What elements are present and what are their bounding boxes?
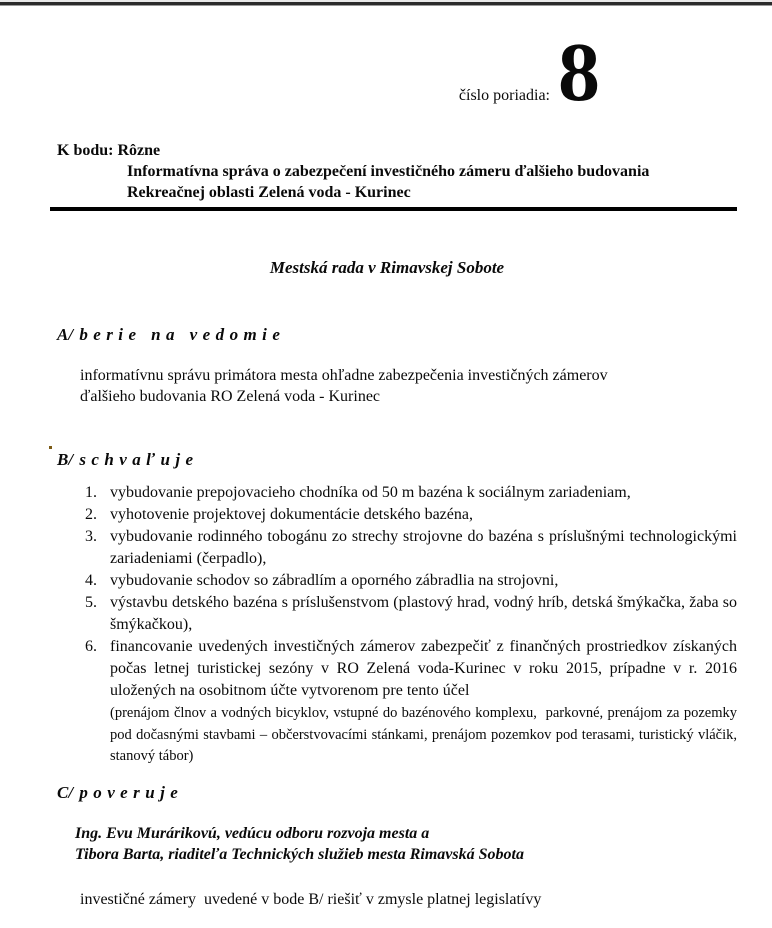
- subject-label: K bodu: Rôzne: [57, 142, 161, 159]
- list-item-note: (prenájom člnov a vodných bicyklov, vstupné do bazénového komplexu, parkovné, prenájom za pozemky pod dočasnými stavbami – občerstvovacími stánkami, prenájom pozemkov pod terasami, turistický vláčik, stanový tábor): [110, 705, 741, 764]
- section-a-body-line-2: ďalšieho budovania RO Zelená voda - Kurinec: [80, 388, 381, 405]
- closing-paragraph: investičné zámery uvedené v bode B/ riešiť v zmysle platnej legislatívy: [80, 890, 542, 908]
- subject-block: [57, 140, 737, 203]
- list-item-number: 4.: [85, 572, 97, 589]
- list-item-number: 6.: [85, 638, 97, 655]
- list-item-text: [110, 636, 741, 768]
- list-item-main-text: financovanie uvedených investičných zámerov zabezpečiť z finančných prostriedkov získaných počas letnej turistickej sezóny v RO Zelená voda-Kurinec v roku 2015, prípadne v r. 2016 uložených na osobitnom účte vytvorenom pre tento účel: [110, 638, 737, 699]
- section-b-heading: [57, 449, 737, 470]
- subject-line-1: Informatívna správa o zabezpečení investičného zámeru ďalšieho budovania: [127, 163, 650, 180]
- section-a-prefix: A/: [57, 325, 74, 344]
- section-c-heading-text: poveruje: [79, 782, 184, 802]
- section-a-body-line-1: informatívnu správu primátora mesta ohľadne zabezpečenia investičných zámerov: [80, 367, 608, 384]
- order-number-row: [57, 26, 737, 119]
- appointee-line-1: Ing. Evu Murárikovú, vedúcu odboru rozvoja mesta a: [75, 824, 430, 842]
- list-item-number: 3.: [85, 528, 97, 545]
- list-item-text: vybudovanie schodov so zábradlím a oporného zábradlia na strojovni,: [110, 572, 559, 589]
- section-a-body: [80, 365, 737, 407]
- horizontal-rule: [50, 207, 737, 211]
- list-item: [85, 636, 741, 768]
- list-item-text: vybudovanie rodinného tobogánu zo strechy strojovne do bazéna s príslušnými technologickými zariadeniami (čerpadlo),: [110, 528, 737, 567]
- appointee-line-2: Tibora Barta, riaditeľa Technických služieb mesta Rimavská Sobota: [75, 846, 524, 863]
- section-a-heading-text: berie na vedomie: [79, 325, 286, 344]
- resolution-list: [85, 482, 741, 768]
- list-item-number: 5.: [85, 594, 97, 611]
- document-title: Mestská rada v Rimavskej Sobote: [269, 258, 505, 277]
- subject-line-2: Rekreačnej oblasti Zelená voda - Kurinec: [127, 184, 411, 201]
- list-item: [85, 504, 737, 526]
- appointees-block: [75, 823, 737, 866]
- section-c-heading: [57, 782, 737, 803]
- list-item: [85, 570, 737, 592]
- list-item: [85, 482, 737, 504]
- list-item-text: vybudovanie prepojovacieho chodníka od 50 m bazéna k sociálnym zariadeniam,: [110, 484, 631, 501]
- section-a-heading: [57, 324, 737, 345]
- section-b-heading-text: schvaľuje: [79, 450, 199, 469]
- section-b-prefix: B/: [57, 450, 74, 469]
- list-item: [85, 592, 737, 636]
- order-number-value: 8: [558, 26, 599, 119]
- list-item-number: 2.: [85, 506, 97, 523]
- list-item: [85, 526, 737, 570]
- order-number-label: číslo poriadia:: [458, 87, 550, 104]
- list-item-text: vyhotovenie projektovej dokumentácie detského bazéna,: [110, 506, 473, 523]
- list-item-text: výstavbu detského bazéna s príslušenstvom (plastový hrad, vodný hríb, detská šmýkačka, žaba so šmýkačkou),: [110, 594, 737, 633]
- list-item-number: 1.: [85, 484, 97, 501]
- section-c-prefix: C/: [57, 782, 74, 802]
